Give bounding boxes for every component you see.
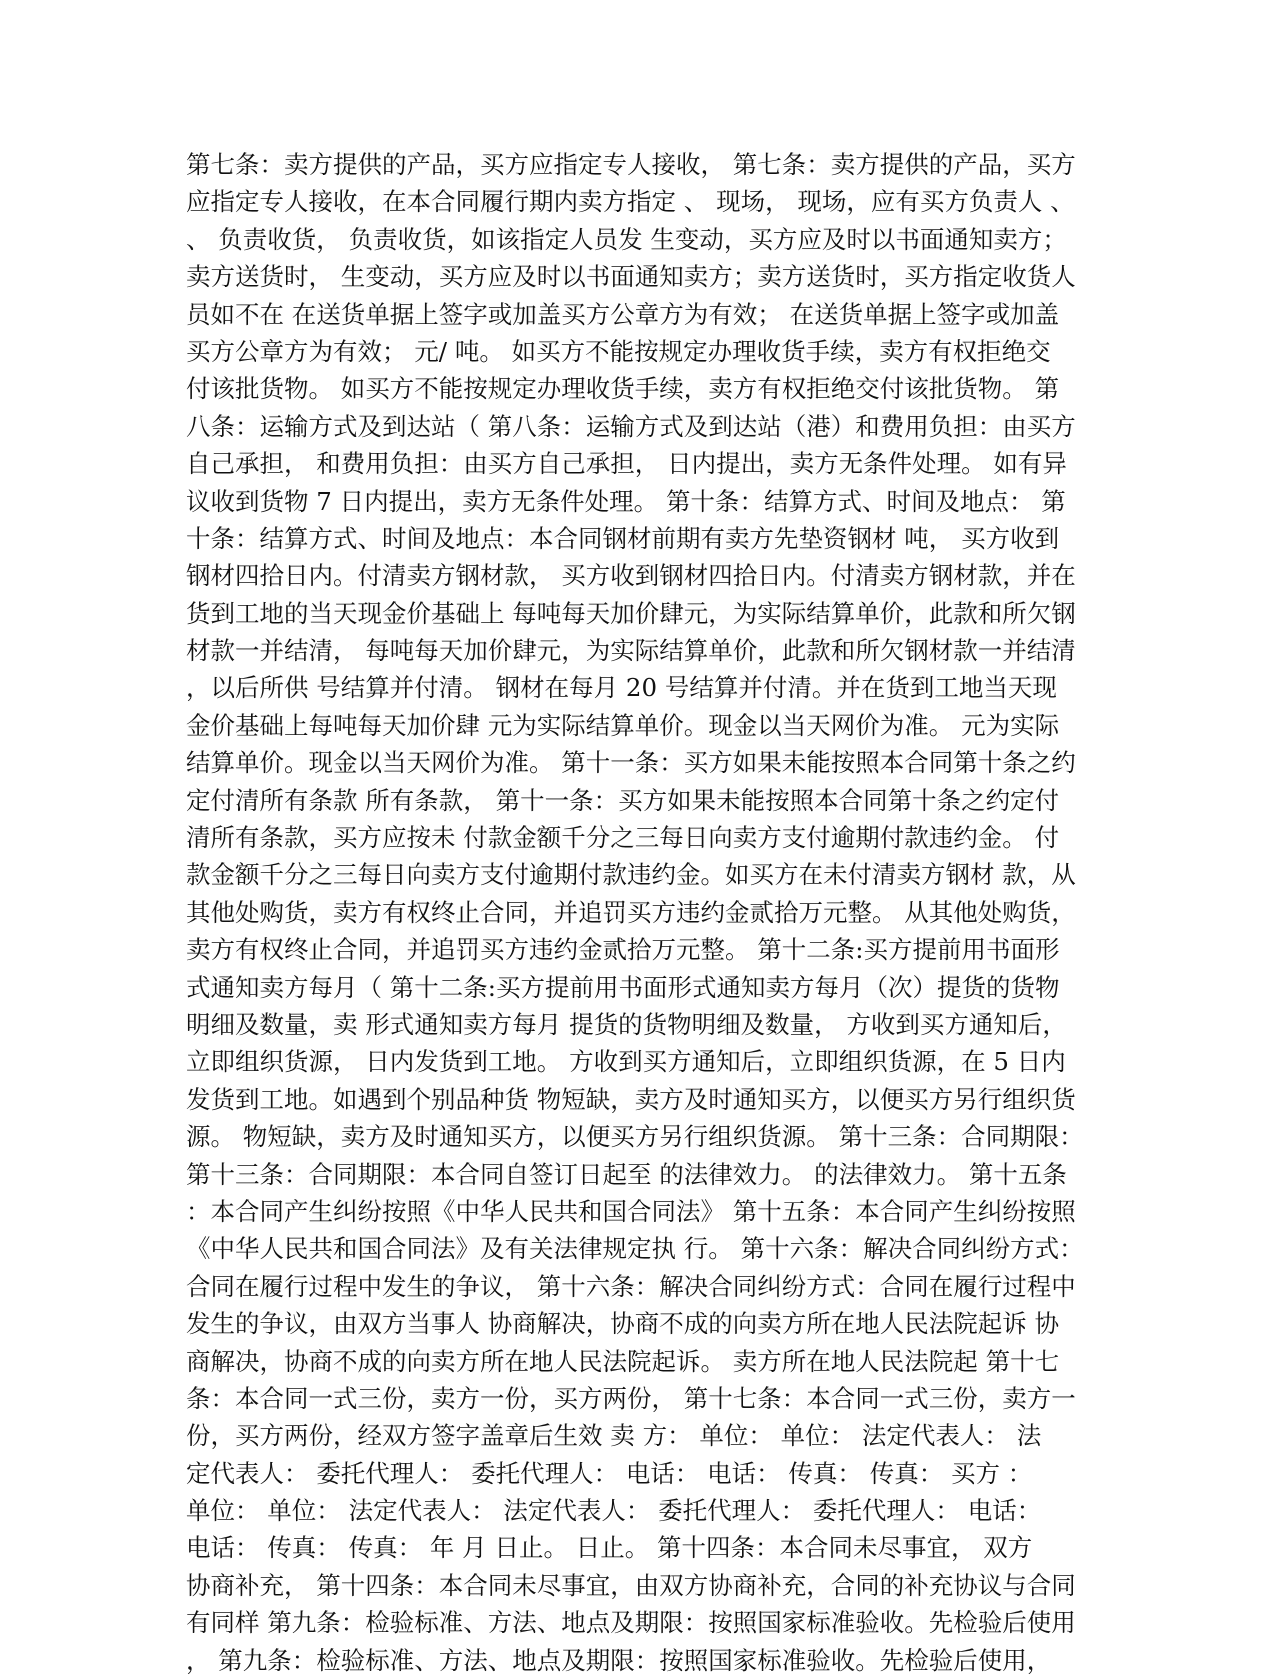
text-line: 《中华人民共和国合同法》及有关法律规定执 行。 第十六条：解决合同纠纷方式： xyxy=(186,1234,1084,1264)
text-line: 材款一并结清， 每吨每天加价肆元，为实际结算单价，此款和所欠钢材款一并结清 xyxy=(186,636,1076,666)
text-line: 第十三条：合同期限：本合同自签订日起至 的法律效力。 的法律效力。 第十五条 xyxy=(186,1159,1067,1189)
text-line: 金价基础上每吨每天加价肆 元为实际结算单价。现金以当天网价为准。 元为实际 xyxy=(186,710,1060,740)
text-line: 条：本合同一式三份，卖方一份，买方两份， 第十七条：本合同一式三份，卖方一 xyxy=(186,1383,1076,1413)
text-line: 第七条：卖方提供的产品，买方应指定专人接收， 第七条：卖方提供的产品，买方 xyxy=(186,150,1076,179)
text-line: 卖方有权终止合同，并追罚买方违约金贰拾万元整。 第十二条:买方提前用书面形 xyxy=(186,935,1060,965)
text-line: 结算单价。现金以当天网价为准。 第十一条：买方如果未能按照本合同第十条之约 xyxy=(186,748,1076,778)
text-line: ，以后所供 号结算并付清。 钢材在每月 20 号结算并付清。并在货到工地当天现 xyxy=(186,673,1057,703)
text-line: 买方公章方为有效； 元/ 吨。 如买方不能按规定办理收货手续，卖方有权拒绝交 xyxy=(186,336,1051,366)
text-line: 八条：运输方式及到达站（ 第八条：运输方式及到达站（港）和费用负担：由买方 xyxy=(186,411,1076,441)
text-line: 协商补充， 第十四条：本合同未尽事宜，由双方协商补充，合同的补充协议与合同 xyxy=(186,1570,1076,1600)
text-line: 、 负责收货， 负责收货，如该指定人员发 生变动，买方应及时以书面通知卖方； xyxy=(186,224,1067,254)
text-line: 其他处购货，卖方有权终止合同，并追罚买方违约金贰拾万元整。 从其他处购货， xyxy=(186,897,1076,927)
text-line: 钢材四拾日内。付清卖方钢材款， 买方收到钢材四拾日内。付清卖方钢材款，并在 xyxy=(186,561,1076,591)
text-line: 清所有条款，买方应按未 付款金额千分之三每日向卖方支付逾期付款违约金。 付 xyxy=(186,823,1060,853)
text-line: 定付清所有条款 所有条款， 第十一条：买方如果未能按照本合同第十条之约定付 xyxy=(186,785,1060,815)
text-line: ：本合同产生纠纷按照《中华人民共和国合同法》 第十五条：本合同产生纠纷按照 xyxy=(186,1196,1076,1226)
text-line: 定代表人： 委托代理人： 委托代理人： 电话： 电话： 传真： 传真： 买方 ： xyxy=(186,1458,1033,1488)
text-line: 款金额千分之三每日向卖方支付逾期付款违约金。如买方在未付清卖方钢材 款，从 xyxy=(186,860,1076,890)
text-line: 有同样 第九条：检验标准、方法、地点及期限：按照国家标准验收。先检验后使用 xyxy=(186,1608,1076,1638)
text-line: 明细及数量，卖 形式通知卖方每月 提货的货物明细及数量， 方收到买方通知后， xyxy=(186,1009,1067,1039)
text-line: 电话： 传真： 传真： 年 月 日止。 日止。 第十四条：本合同未尽事宜， 双方 xyxy=(186,1533,1033,1563)
contract-body-text xyxy=(186,146,1086,1679)
text-line: 十条：结算方式、时间及地点：本合同钢材前期有卖方先垫资钢材 吨， 买方收到 xyxy=(186,523,1060,553)
text-line: 应指定专人接收，在本合同履行期内卖方指定 、 现场， 现场，应有买方负责人 、 xyxy=(186,187,1075,217)
text-line: 付该批货物。 如买方不能按规定办理收货手续，卖方有权拒绝交付该批货物。 第 xyxy=(186,374,1060,404)
text-line: 式通知卖方每月（ 第十二条:买方提前用书面形式通知卖方每月（次）提货的货物 xyxy=(186,972,1060,1002)
text-line: 源。 物短缺，卖方及时通知买方，以便买方另行组织货源。 第十三条：合同期限： xyxy=(186,1122,1084,1152)
text-line: 卖方送货时， 生变动，买方应及时以书面通知卖方；卖方送货时，买方指定收货人 xyxy=(186,262,1076,292)
text-line: 员如不在 在送货单据上签字或加盖买方公章方为有效； 在送货单据上签字或加盖 xyxy=(186,299,1060,329)
text-line: 议收到货物 7 日内提出，卖方无条件处理。 第十条：结算方式、时间及地点： 第 xyxy=(186,486,1066,516)
text-line: 发生的争议，由双方当事人 协商解决，协商不成的向卖方所在地人民法院起诉 协 xyxy=(186,1309,1060,1339)
text-line: 发货到工地。如遇到个别品种货 物短缺，卖方及时通知买方，以便买方另行组织货 xyxy=(186,1084,1076,1114)
text-line: ， 第九条：检验标准、方法、地点及期限：按照国家标准验收。先检验后使用， xyxy=(186,1645,1052,1675)
text-line: 商解决，协商不成的向卖方所在地人民法院起诉。 卖方所在地人民法院起 第十七 xyxy=(186,1346,1060,1376)
text-line: 单位： 单位： 法定代表人： 法定代表人： 委托代理人： 委托代理人： 电话： xyxy=(186,1496,1042,1526)
text-line: 立即组织货源， 日内发货到工地。 方收到买方通知后，立即组织货源，在 5 日内 xyxy=(186,1047,1066,1077)
text-line: 自己承担， 和费用负担：由买方自己承担， 日内提出，卖方无条件处理。 如有异 xyxy=(186,449,1067,479)
text-line: 合同在履行过程中发生的争议， 第十六条：解决合同纠纷方式：合同在履行过程中 xyxy=(186,1271,1076,1301)
text-line: 份，买方两份，经双方签字盖章后生效 卖 方： 单位： 单位： 法定代表人： 法 xyxy=(186,1421,1042,1451)
text-line: 货到工地的当天现金价基础上 每吨每天加价肆元，为实际结算单价，此款和所欠钢 xyxy=(186,598,1076,628)
